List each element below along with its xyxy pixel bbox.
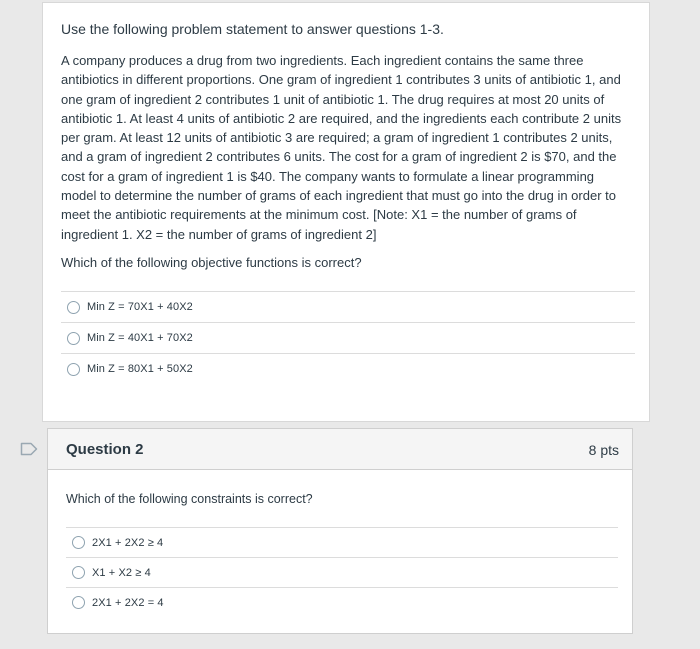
answer-option[interactable] [66, 557, 618, 587]
answer-option[interactable] [66, 587, 618, 618]
answer-option[interactable] [61, 353, 635, 385]
answer-option-label: Min Z = 70X1 + 40X2 [87, 301, 193, 313]
bookmark-icon[interactable] [20, 442, 38, 456]
question-2-points: 8 pts [588, 442, 619, 458]
answer-option[interactable] [61, 291, 635, 322]
question-1-prompt: Which of the following objective functions is correct? [61, 255, 362, 270]
answer-option-label: X1 + X2 ≥ 4 [92, 566, 151, 579]
question-2-prompt: Which of the following constraints is correct? [66, 492, 313, 506]
problem-intro-title: Use the following problem statement to answer questions 1-3. [61, 21, 444, 37]
question-2-options [66, 527, 618, 618]
answer-option-label: 2X1 + 2X2 = 4 [92, 596, 164, 609]
answer-option[interactable] [61, 322, 635, 353]
question-1-options [61, 291, 635, 385]
answer-option-label: Min Z = 80X1 + 50X2 [87, 363, 193, 375]
question-1-card [42, 2, 650, 422]
radio-button[interactable] [72, 596, 85, 609]
answer-option-label: Min Z = 40X1 + 70X2 [87, 332, 193, 344]
radio-button[interactable] [67, 301, 80, 314]
answer-option[interactable] [66, 527, 618, 557]
radio-button[interactable] [72, 566, 85, 579]
problem-statement: A company produces a drug from two ingredients. Each ingredient contains the same three antibiotics in different proportions. One gram of ingredient 1 contributes 3 units of antibiotic 1, and one gram of ingredient 2 contributes 1 unit of antibiotic 1. The drug requires at most 20 units of antibiotic 1. At least 4 units of antibiotic 2 are required, and the ingredients each contribute 2 units per gram. At least 12 units of antibiotic 3 are required; a gram of ingredient 1 contributes 2 units, and a gram of ingredient 2 contributes 6 units. The cost for a gram of ingredient 2 is $70, and the cost for a gram of ingredient 1 is $40. The company wants to formulate a linear programming model to determine the number of grams of each ingredient that must go into the drug in order to meet the antibiotic requirements at the minimum cost. [Note: X1 = the number of grams of ingredient 1. X2 = the number of grams of ingredient 2] [61, 53, 622, 242]
question-2-header [48, 429, 632, 470]
answer-option-label: 2X1 + 2X2 ≥ 4 [92, 536, 164, 549]
question-2-title: Question 2 [66, 441, 144, 458]
radio-button[interactable] [67, 363, 80, 376]
radio-button[interactable] [67, 332, 80, 345]
radio-button[interactable] [72, 536, 85, 549]
question-2-card [47, 428, 633, 634]
